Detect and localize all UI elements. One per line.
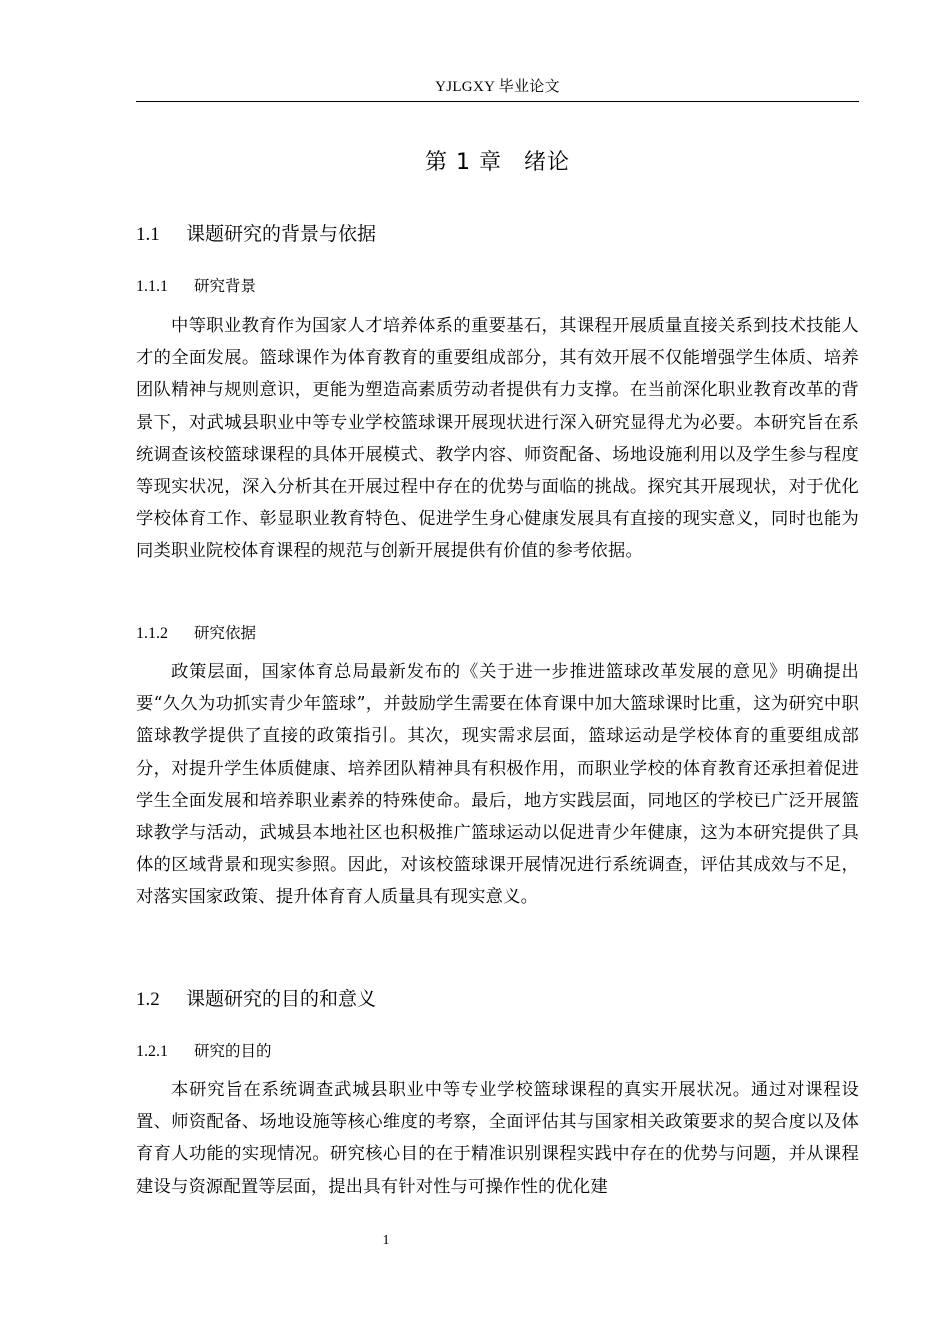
chapter-title [136,147,859,179]
page-number: 1 [382,1233,390,1248]
subsection-heading-1-1-2 [136,621,859,646]
subsection-number: 1.1.2 [136,625,168,642]
running-header: YJLGXY 毕业论文 [435,79,560,95]
section-heading-1-2 [136,985,859,1014]
section-title: 课题研究的目的和意义 [186,988,377,1010]
section-title: 课题研究的背景与依据 [186,223,377,245]
section-heading-1-1 [136,220,859,249]
subsection-title: 研究背景 [194,277,257,295]
section-number: 1.1 [136,224,160,245]
chapter-name: 绪论 [523,150,570,175]
section-number: 1.2 [136,989,160,1010]
subsection-title: 研究的目的 [194,1042,272,1060]
subsection-title: 研究依据 [194,624,257,642]
subsection-number: 1.2.1 [136,1043,168,1060]
header-rule [136,101,859,102]
paragraph-research-background: 中等职业教育作为国家人才培养体系的重要基石，其课程开展质量直接关系到技术技能人才的全面发展。篮球课作为体育教育的重要组成部分，其有效开展不仅能增强学生体质、培养团队精神与规则意识，更能为塑造高素质劳动者提供有力支撑。在当前深化职业教育改革的背景下，对武城县职业中等专业学校篮球课开展现状进行深入研究显得尤为必要。本研究旨在系统调查该校篮球课程的具体开展模式、教学内容、师资配备、场地设施利用以及学生参与程度等现实状况，深入分析其在开展过程中存在的优势与面临的挑战。探究其开展现状，对于优化学校体育工作、彰显职业教育特色、促进学生身心健康发展具有直接的现实意义，同时也能为同类职业院校体育课程的规范与创新开展提供有价值的参考依据。 [136,316,859,562]
paragraph-research-purpose: 本研究旨在系统调查武城县职业中等专业学校篮球课程的真实开展状况。通过对课程设置、师资配备、场地设施等核心维度的考察，全面评估其与国家相关政策要求的契合度以及体育育人功能的实现情况。研究核心目的在于精准识别课程实践中存在的优势与问题，并从课程建设与资源配置等层面，提出具有针对性与可操作性的优化建 [136,1080,859,1197]
subsection-number: 1.1.1 [136,278,168,295]
paragraph-research-basis: 政策层面，国家体育总局最新发布的《关于进一步推进篮球改革发展的意见》明确提出要“久久为功抓实青少年篮球”，并鼓励学生需要在体育课中加大篮球课时比重，这为研究中职篮球教学提供了直接的政策指引。其次，现实需求层面，篮球运动是学校体育的重要组成部分，对提升学生体质健康、培养团队精神具有积极作用，而职业学校的体育教育还承担着促进学生全面发展和培养职业素养的特殊使命。最后，地方实践层面，同地区的学校已广泛开展篮球教学与活动，武城县本地社区也积极推广篮球运动以促进青少年健康，这为本研究提供了具体的区域背景和现实参照。因此，对该校篮球课开展情况进行系统调查，评估其成效与不足，对落实国家政策、提升体育育人质量具有现实意义。 [136,662,859,908]
subsection-heading-1-1-1 [136,274,859,299]
chapter-number: 第 1 章 [425,150,502,175]
subsection-heading-1-2-1 [136,1039,859,1064]
